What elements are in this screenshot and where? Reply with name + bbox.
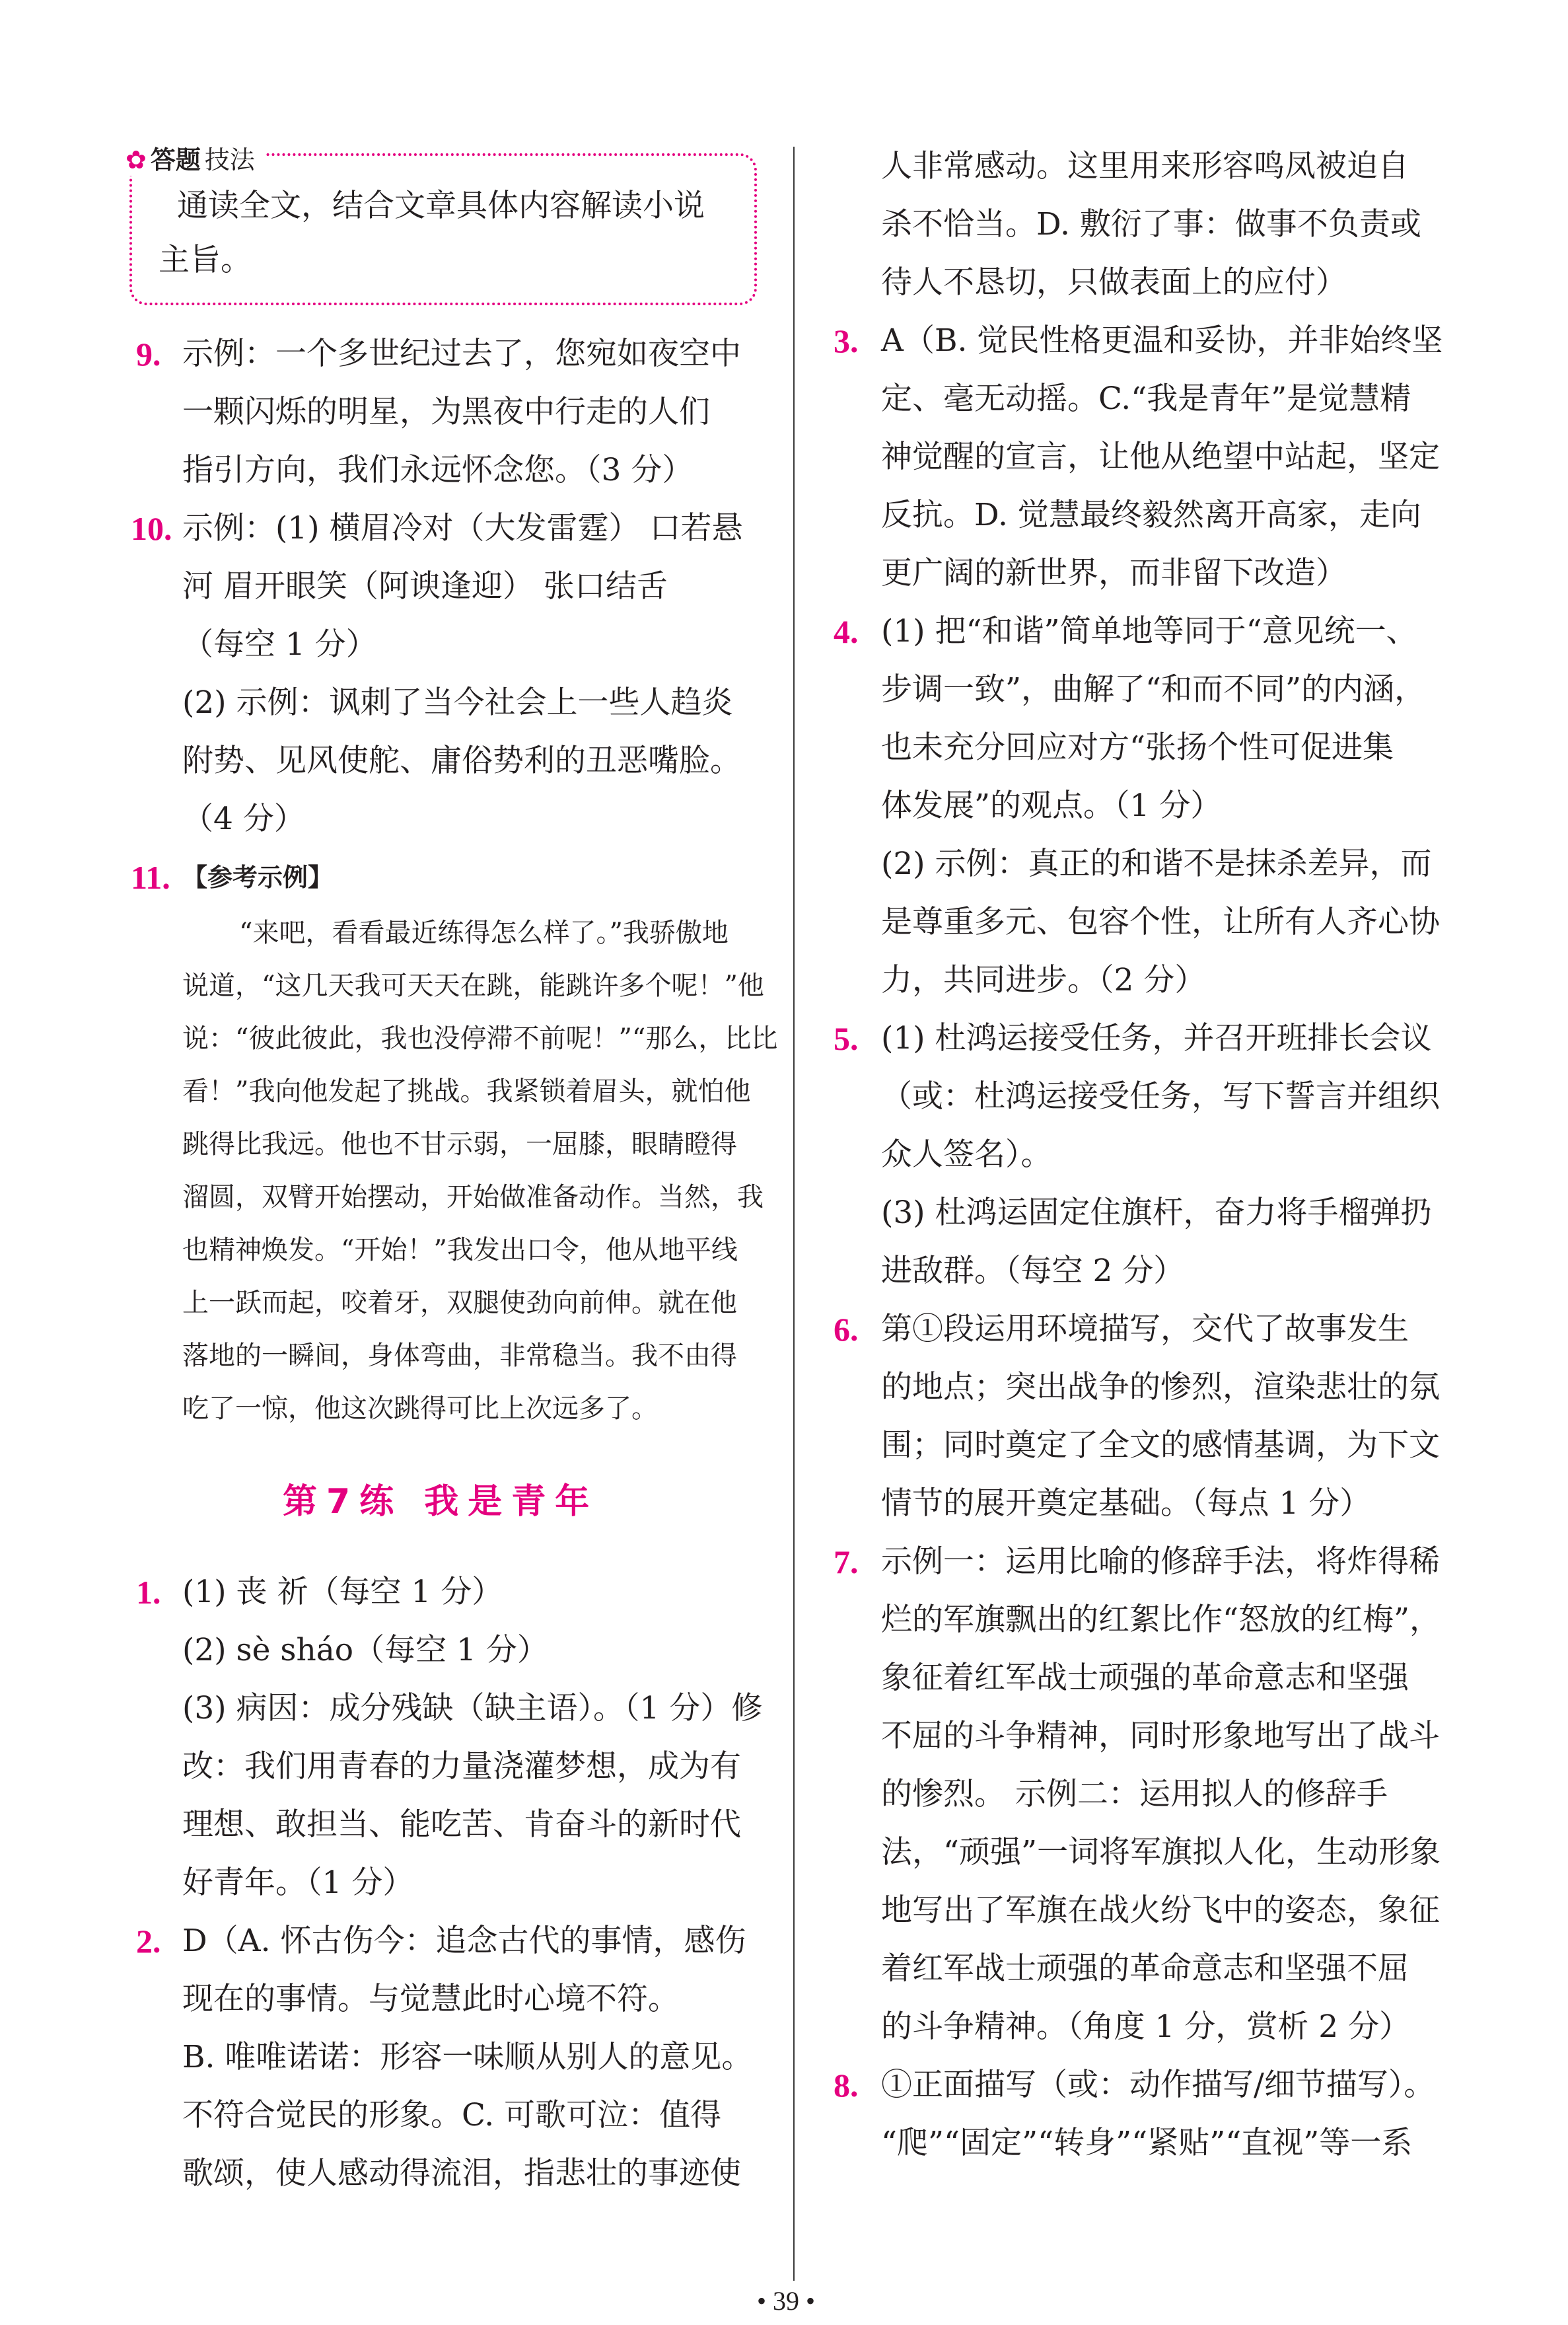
answer-line: “爬”“固定”“转身”“紧贴”“直视”等一系 xyxy=(881,2125,1413,2161)
answer-line: 地写出了军旗在战火纷飞中的姿态，象征 xyxy=(881,1892,1440,1929)
flower-icon: ✿ xyxy=(125,145,147,174)
answer-line: 歌颂，使人感动得流泪，指悲壮的事迹使 xyxy=(182,2155,741,2192)
answer-line: 进敌群。（每空 2 分） xyxy=(881,1253,1185,1289)
question-number: 9. xyxy=(136,336,161,373)
answer-line: 待人不恳切，只做表面上的应付） xyxy=(881,264,1347,301)
essay-line: 也精神焕发。“开始！”我发出口令，他从地平线 xyxy=(182,1235,738,1265)
answer-line: 好青年。（1 分） xyxy=(182,1864,414,1901)
answer-line: 现在的事情。与觉慧此时心境不符。 xyxy=(182,1981,679,2017)
question-number: 2. xyxy=(136,1923,161,1960)
answer-line: 一颗闪烁的明星，为黑夜中行走的人们 xyxy=(182,394,710,430)
answer-line: 情节的展开奠定基础。（每点 1 分） xyxy=(881,1485,1371,1522)
answer-line: 示例：(1) 横眉冷对（大发雷霆） 口若悬 xyxy=(182,510,743,546)
answer-line: 是尊重多元、包容个性，让所有人齐心协 xyxy=(881,904,1440,940)
essay-line: “来吧，看看最近练得怎么样了。”我骄傲地 xyxy=(239,918,729,948)
answer-line: 指引方向，我们永远怀念您。（3 分） xyxy=(182,452,694,488)
answer-line: 象征着红军战士顽强的革命意志和坚强 xyxy=(881,1660,1409,1696)
answer-line: (2) 示例：真正的和谐不是抹杀差异，而 xyxy=(881,846,1432,882)
answer-line: (2) sè sháo（每空 1 分） xyxy=(182,1632,548,1668)
answer-line: 改：我们用青春的力量浇灌梦想，成为有 xyxy=(182,1748,741,1785)
tip-head-rest: 技法 xyxy=(204,145,255,174)
essay-line: 落地的一瞬间，身体弯曲，非常稳当。我不由得 xyxy=(182,1341,737,1371)
answer-line: 也未充分回应对方“张扬个性可促进集 xyxy=(881,729,1394,766)
question-number: 7. xyxy=(834,1543,859,1580)
essay-line: 上一跃而起，咬着牙，双腿使劲向前伸。就在他 xyxy=(182,1288,737,1318)
tip-heading xyxy=(122,144,266,176)
answer-line: 附势、见风使舵、庸俗势利的丑恶嘴脸。 xyxy=(182,743,741,779)
answer-line: 的地点；突出战争的惨烈，渲染悲壮的氛 xyxy=(881,1369,1440,1405)
answer-line: （4 分） xyxy=(182,801,305,837)
answer-line: 着红军战士顽强的革命意志和坚强不屈 xyxy=(881,1950,1409,1987)
answer-line: 河 眉开眼笑（阿谀逢迎） 张口结舌 xyxy=(182,568,668,605)
essay-line: 说道，“这几天我可天天在跳，能跳许多个呢！”他 xyxy=(182,971,764,1001)
answer-line: 更广阔的新世界，而非留下改造） xyxy=(881,555,1347,591)
tip-box xyxy=(129,153,757,305)
tip-line: 主旨。 xyxy=(159,242,252,278)
answer-line: 围；同时奠定了全文的感情基调，为下文 xyxy=(881,1427,1440,1463)
essay-line: 看！”我向他发起了挑战。我紧锁着眉头，就怕他 xyxy=(182,1076,751,1107)
answer-line: 的惨烈。 示例二：运用拟人的修辞手 xyxy=(881,1776,1388,1812)
answer-line: 不屈的斗争精神，同时形象地写出了战斗 xyxy=(881,1718,1440,1754)
essay-line: 溜圆，双臂开始摆动，开始做准备动作。当然，我 xyxy=(182,1182,764,1212)
column-divider xyxy=(793,147,795,2281)
question-number: 3. xyxy=(834,322,859,359)
answer-line: 理想、敢担当、能吃苦、肯奋斗的新时代 xyxy=(182,1806,741,1843)
answer-line: (1) 把“和谐”简单地等同于“意见统一、 xyxy=(881,613,1417,649)
answer-line: (3) 病因：成分残缺（缺主语）。（1 分）修 xyxy=(182,1690,763,1726)
essay-line: 跳得比我远。他也不甘示弱，一屈膝，眼睛瞪得 xyxy=(182,1129,737,1160)
question-number: 10. xyxy=(131,510,172,547)
answer-line: （或：杜鸿运接受任务，写下誓言并组织 xyxy=(881,1078,1440,1115)
answer-line: 神觉醒的宣言，让他从绝望中站起，坚定 xyxy=(881,439,1440,475)
tip-head-bold: 答题 xyxy=(150,145,201,174)
answer-line: 步调一致”，曲解了“和而不同”的内涵， xyxy=(881,671,1426,708)
question-number: 11. xyxy=(131,859,170,896)
answer-line: 人非常感动。这里用来形容鸣凤被迫自 xyxy=(881,148,1409,184)
answer-line: (2) 示例：讽刺了当今社会上一些人趋炎 xyxy=(182,684,733,721)
answer-line: ①正面描写（或：动作描写/细节描写）。 xyxy=(881,2067,1435,2103)
answer-line: (3) 杜鸿运固定住旗杆，奋力将手榴弹扔 xyxy=(881,1195,1432,1231)
answer-line: D（A. 怀古伤今：追念古代的事情，感伤 xyxy=(182,1923,746,1959)
answer-line: 体发展”的观点。（1 分） xyxy=(881,788,1222,824)
reference-tag: 【参考示例】 xyxy=(182,863,334,892)
question-number: 4. xyxy=(834,613,859,650)
question-number: 8. xyxy=(834,2067,859,2104)
answer-line: (1) 丧 祈（每空 1 分） xyxy=(182,1574,503,1610)
answer-line: 烂的军旗飘出的红絮比作“怒放的红梅”， xyxy=(881,1602,1441,1638)
answer-line: 法，“顽强”一词将军旗拟人化，生动形象 xyxy=(881,1834,1441,1870)
question-number: 5. xyxy=(834,1020,859,1057)
answer-line: 众人签名）。 xyxy=(881,1136,1052,1173)
answer-line: 示例一：运用比喻的修辞手法，将炸得稀 xyxy=(881,1543,1440,1580)
question-number: 6. xyxy=(834,1311,859,1348)
answer-line: 定、毫无动摇。C.“我是青年”是觉慧精 xyxy=(881,381,1411,417)
answer-line: 杀不恰当。D. 敷衍了事：做事不负责或 xyxy=(881,206,1421,242)
answer-line: A（B. 觉民性格更温和妥协，并非始终坚 xyxy=(881,322,1443,359)
answer-line: 力，共同进步。（2 分） xyxy=(881,962,1206,998)
tip-line: 通读全文，结合文章具体内容解读小说 xyxy=(177,188,705,224)
essay-line: 吃了一惊，他这次跳得可比上次远多了。 xyxy=(182,1393,658,1424)
page-number: • 39 • xyxy=(756,2286,815,2316)
essay-line: 说：“彼此彼此，我也没停滞不前呢！”“那么，比比 xyxy=(182,1023,778,1054)
answer-line: 第①段运用环境描写，交代了故事发生 xyxy=(881,1311,1409,1347)
answer-line: 示例：一个多世纪过去了，您宛如夜空中 xyxy=(182,336,741,372)
answer-line: (1) 杜鸿运接受任务，并召开班排长会议 xyxy=(881,1020,1432,1056)
answer-line: 反抗。D. 觉慧最终毅然离开高家，走向 xyxy=(881,497,1421,533)
section-title: 第7练 我是青年 xyxy=(283,1482,599,1522)
question-number: 1. xyxy=(136,1574,161,1611)
answer-line: 不符合觉民的形象。C. 可歌可泣：值得 xyxy=(182,2097,722,2133)
answer-line: B. 唯唯诺诺：形容一味顺从别人的意见。 xyxy=(182,2039,753,2075)
answer-line: 的斗争精神。（角度 1 分，赏析 2 分） xyxy=(881,2009,1411,2045)
answer-line: （每空 1 分） xyxy=(182,626,377,663)
